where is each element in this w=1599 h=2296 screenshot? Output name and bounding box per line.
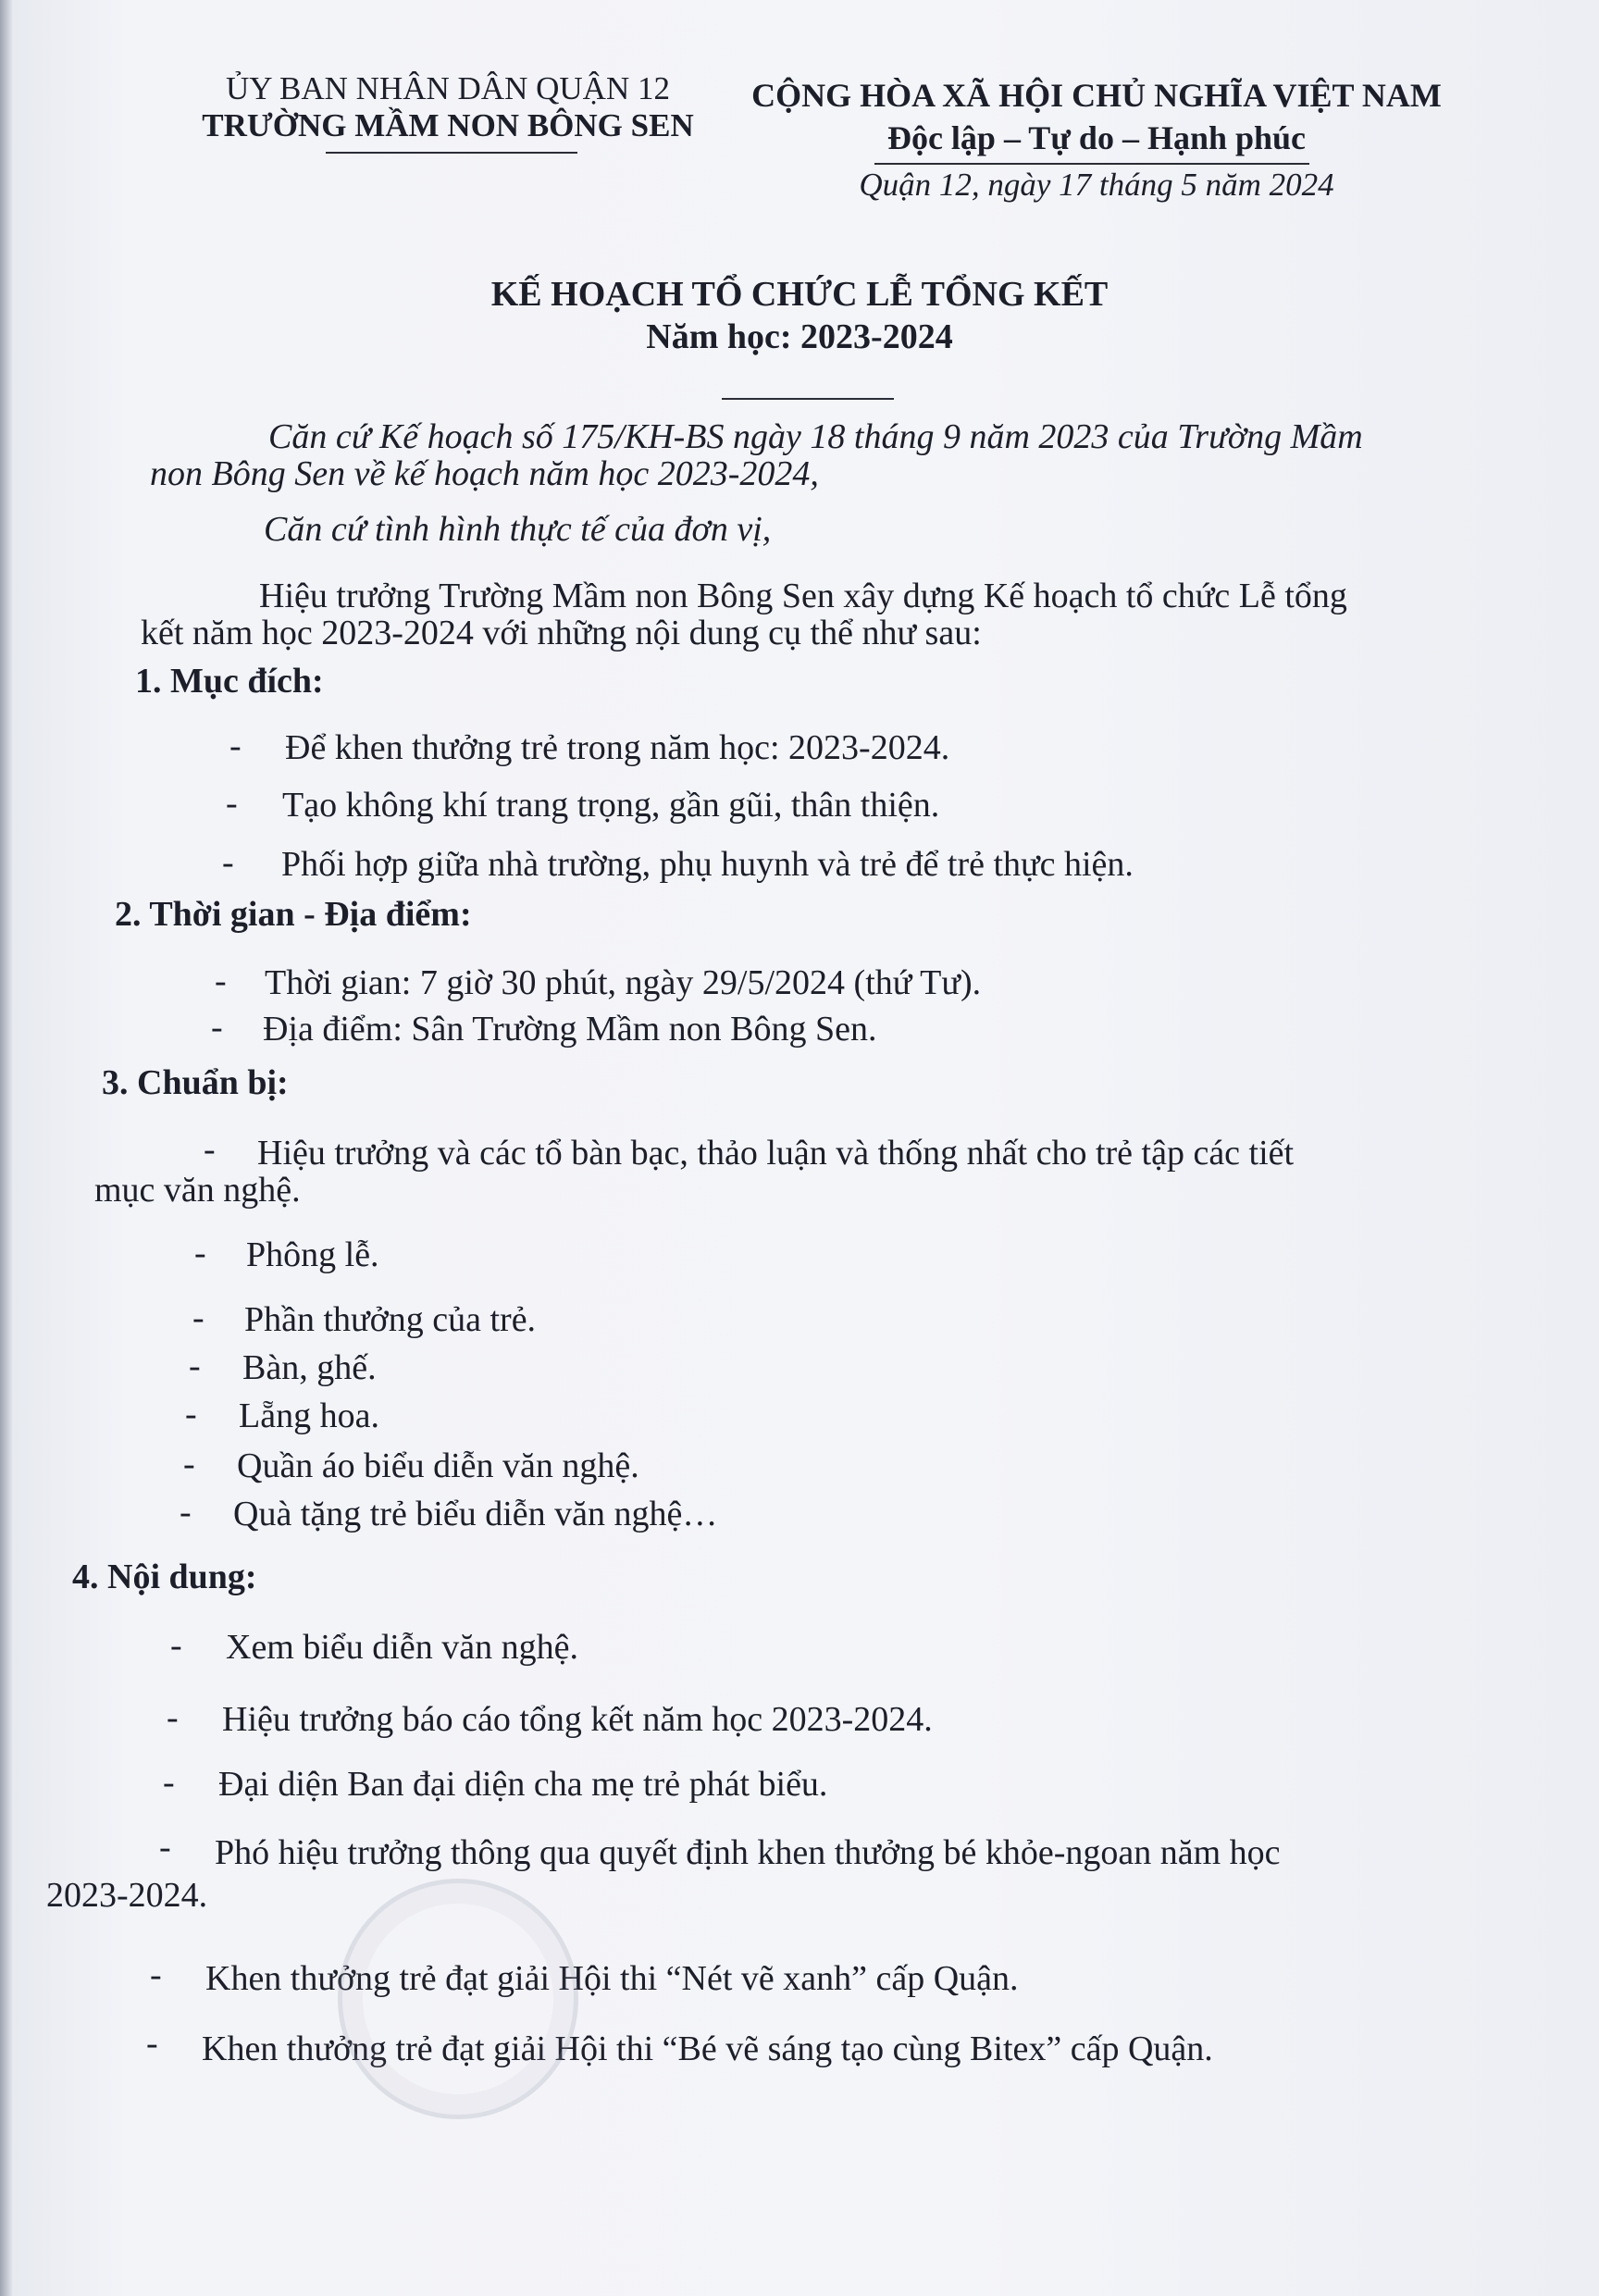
statement-line-2: kết năm học 2023-2024 với những nội dung cụ thể như sau: xyxy=(141,614,982,652)
time-item: Thời gian: 7 giờ 30 phút, ngày 29/5/2024 (thứ Tư). xyxy=(265,963,982,1002)
faint-seal-stamp xyxy=(338,1879,578,2119)
bullet-dash: - xyxy=(229,726,242,765)
purpose-item: Phối hợp giữa nhà trường, phụ huynh và trẻ để trẻ thực hiện. xyxy=(281,845,1134,884)
purpose-heading: 1. Mục đích: xyxy=(135,662,324,701)
bullet-dash: - xyxy=(159,1828,171,1867)
issue-date: Quận 12, ngày 17 tháng 5 năm 2024 xyxy=(859,167,1334,203)
preparation-item: Phông lễ. xyxy=(246,1235,379,1274)
bullet-dash: - xyxy=(194,1234,206,1272)
bullet-dash: - xyxy=(150,1955,162,1994)
bullet-dash: - xyxy=(185,1395,197,1433)
bullet-dash: - xyxy=(146,2024,158,2063)
bullet-dash: - xyxy=(215,962,227,1000)
preparation-item: Phần thưởng của trẻ. xyxy=(244,1300,537,1339)
content-item: Đại diện Ban đại diện cha mẹ trẻ phát biểu. xyxy=(218,1765,828,1804)
motto-underline xyxy=(874,163,1309,165)
school-name: TRƯỜNG MẦM NON BÔNG SEN xyxy=(202,107,694,143)
bullet-dash: - xyxy=(222,843,234,882)
bullet-dash: - xyxy=(189,1347,201,1385)
basis-2: Căn cứ tình hình thực tế của đơn vị, xyxy=(264,510,772,549)
national-motto: Độc lập – Tự do – Hạnh phúc xyxy=(886,119,1307,156)
bullet-dash: - xyxy=(211,1008,223,1047)
country-name: CỘNG HÒA XÃ HỘI CHỦ NGHĨA VIỆT NAM xyxy=(751,77,1442,114)
bullet-dash: - xyxy=(167,1698,179,1737)
school-underline xyxy=(326,152,577,154)
award-item: Khen thưởng trẻ đạt giải Hội thi “Bé vẽ sáng tạo cùng Bitex” cấp Quận. xyxy=(202,2029,1213,2068)
time-place-heading: 2. Thời gian - Địa điểm: xyxy=(115,895,472,934)
basis-1-line-2: non Bông Sen về kế hoạch năm học 2023-2024, xyxy=(150,454,819,493)
bullet-dash: - xyxy=(163,1763,175,1802)
content-long-line-2: 2023-2024. xyxy=(46,1876,208,1915)
preparation-first-line-1: Hiệu trưởng và các tổ bàn bạc, thảo luận và thống nhất cho trẻ tập các tiết xyxy=(257,1134,1295,1173)
preparation-heading: 3. Chuẩn bị: xyxy=(102,1063,289,1102)
statement-line-1: Hiệu trưởng Trường Mầm non Bông Sen xây dựng Kế hoạch tổ chức Lễ tổng xyxy=(259,577,1347,615)
content-item: Xem biểu diễn văn nghệ. xyxy=(226,1628,578,1667)
bullet-dash: - xyxy=(192,1298,205,1337)
content-heading: 4. Nội dung: xyxy=(72,1558,257,1596)
bullet-dash: - xyxy=(226,784,238,823)
bullet-dash: - xyxy=(183,1445,195,1483)
preparation-item: Quà tặng trẻ biểu diễn văn nghệ… xyxy=(233,1495,718,1533)
bullet-dash: - xyxy=(180,1493,192,1532)
content-item: Hiệu trưởng báo cáo tổng kết năm học 2023-2024. xyxy=(222,1700,933,1739)
purpose-item: Để khen thưởng trẻ trong năm học: 2023-2024. xyxy=(285,728,950,767)
title-divider xyxy=(722,398,894,400)
preparation-item: Lẵng hoa. xyxy=(239,1396,379,1435)
award-item: Khen thưởng trẻ đạt giải Hội thi “Nét vẽ xanh” cấp Quận. xyxy=(205,1959,1019,1998)
preparation-first-line-2: mục văn nghệ. xyxy=(94,1171,301,1210)
preparation-item: Quần áo biểu diễn văn nghệ. xyxy=(237,1446,639,1485)
place-item: Địa điểm: Sân Trường Mầm non Bông Sen. xyxy=(263,1010,877,1049)
preparation-item: Bàn, ghế. xyxy=(242,1348,377,1387)
basis-1-line-1: Căn cứ Kế hoạch số 175/KH-BS ngày 18 tháng 9 năm 2023 của Trường Mầm xyxy=(268,417,1363,456)
document-title: KẾ HOẠCH TỔ CHỨC LỄ TỔNG KẾT xyxy=(490,275,1109,314)
purpose-item: Tạo không khí trang trọng, gần gũi, thân thiện. xyxy=(282,786,940,825)
bullet-dash: - xyxy=(204,1130,216,1169)
content-long-line-1: Phó hiệu trưởng thông qua quyết định khen thưởng bé khỏe-ngoan năm học xyxy=(215,1833,1281,1872)
school-year: Năm học: 2023-2024 xyxy=(646,317,953,356)
bullet-dash: - xyxy=(170,1626,182,1665)
agency-name: ỦY BAN NHÂN DÂN QUẬN 12 xyxy=(226,70,670,106)
